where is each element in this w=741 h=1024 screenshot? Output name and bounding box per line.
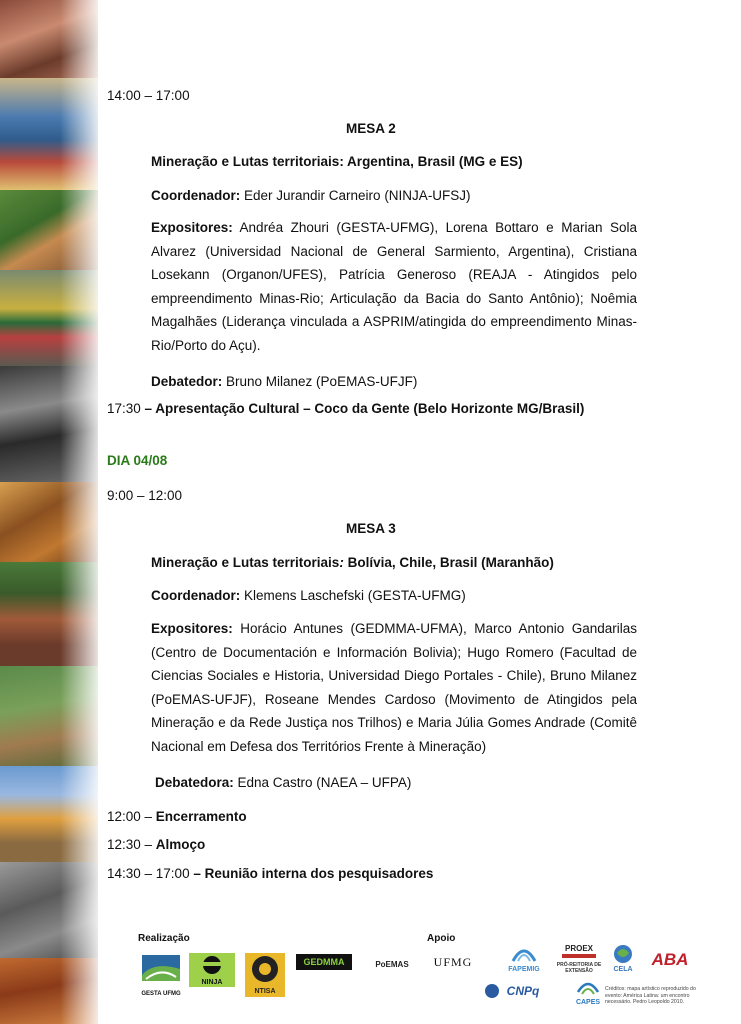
- ninja-logo-text: NINJA: [201, 979, 223, 986]
- coordinator-label: Coordenador:: [151, 588, 241, 603]
- cela-logo: [611, 943, 635, 965]
- ntisa-logo: [245, 953, 285, 997]
- expositores-label: Expositores:: [151, 220, 233, 235]
- debatedor-label: Debatedor:: [151, 374, 223, 389]
- mesa2-expositores: [151, 216, 637, 357]
- mesa3-theme: [151, 555, 554, 571]
- fapemig-logo: [509, 941, 539, 965]
- fapemig-logo-text: FAPEMIG: [508, 966, 540, 973]
- cnpq-icon: [485, 984, 499, 998]
- realizacao-label: Realização: [138, 933, 190, 944]
- closing-item: [107, 837, 205, 853]
- gedmma-logo: [296, 954, 352, 970]
- gesta-logo-text: GESTA UFMG: [141, 991, 181, 997]
- closing-time: 12:30 –: [107, 837, 156, 852]
- coordinator-label: Coordenador:: [151, 188, 241, 203]
- cnpq-logo: CNPq: [506, 984, 540, 998]
- coordinator-value: Eder Jurandir Carneiro (NINJA-UFSJ): [240, 188, 471, 203]
- mesa3-theme-a: Mineração e Lutas territoriais: [151, 555, 340, 570]
- gedmma-logo-text: GEDMMA: [303, 957, 345, 967]
- capes-logo-text: CAPES: [575, 999, 601, 1006]
- proex-bar-icon: [562, 954, 596, 958]
- apoio-label: Apoio: [427, 933, 456, 944]
- poemas-logo: PoEMAS: [375, 960, 409, 969]
- time-mesa2: 14:00 – 17:00: [107, 88, 190, 103]
- aba-logo: ABA: [651, 950, 689, 969]
- mesa2-theme: Mineração e Lutas territoriais: Argentina, Brasil (MG e ES): [151, 154, 523, 169]
- debatedora-label: Debatedora:: [155, 775, 234, 790]
- expositores-value: Andréa Zhouri (GESTA-UFMG), Lorena Bottaro e Marian Sola Alvarez (Universidad Nacional de General Sarmiento, Argentina), Cristiana Losekann (Organon/UFES), Patrícia Generoso (REAJA - Atingidos pelo empreendimento Minas-Rio; Articulação da Bacia do Santo Antônio); Noêmia Magalhães (Liderança vinculada a ASPRIM/atingida do empreendimento Minas-Rio/Porto do Açu).: [151, 220, 637, 353]
- mesa3-theme-b: Bolívia, Chile, Brasil (Maranhão): [343, 555, 554, 570]
- ninja-logo: [189, 953, 235, 987]
- expositores-value: Horácio Antunes (GEDMMA-UFMA), Marco Antonio Gandarilas (Centro de Documentación e Información Bolivia); Hugo Romero (Facultad de Ciencias Sociales e Historia, Universidad Diego Portales - Chile), Bruno Milanez (PoEMAS-UFJF), Roseane Mendes Cardoso (Movimento de Atingidos pela Mineração e da Rede Justiça nos Trilhos) e Maria Júlia Gomes Andrade (Comitê Nacional em Defesa dos Territórios Frente à Mineração): [151, 621, 637, 754]
- debatedor-value: Bruno Milanez (PoEMAS-UFJF): [222, 374, 418, 389]
- closing-title: – Reunião interna dos pesquisadores: [193, 866, 434, 881]
- cultural-title: – Apresentação Cultural – Coco da Gente (Belo Horizonte MG/Brasil): [144, 401, 585, 416]
- mesa3-title: MESA 3: [346, 521, 396, 536]
- mesa2-coordinator: [151, 188, 471, 204]
- closing-item: [107, 866, 433, 882]
- mesa3-expositores: [151, 617, 637, 758]
- mesa3-debatedora: [155, 775, 411, 791]
- day-heading: DIA 04/08: [107, 453, 168, 468]
- cultural-time: 17:30: [107, 401, 145, 416]
- closing-time: 14:30 – 17:00: [107, 866, 194, 881]
- closing-title: Almoço: [155, 837, 206, 852]
- closing-time: 12:00 –: [107, 809, 156, 824]
- cela-logo-text: CELA: [613, 966, 633, 973]
- mesa3-theme-colon: :: [339, 555, 344, 570]
- closing-item: [107, 809, 247, 825]
- capes-logo: [574, 978, 602, 998]
- proex-subtitle: PRÓ-REITORIA DE EXTENSÃO: [556, 962, 602, 974]
- mesa2-title: MESA 2: [346, 121, 396, 136]
- gesta-logo: [142, 955, 180, 989]
- cultural-presentation: [107, 401, 584, 417]
- closing-title: Encerramento: [155, 809, 247, 824]
- coordinator-value: Klemens Laschefski (GESTA-UFMG): [240, 588, 466, 603]
- time-mesa3: 9:00 – 12:00: [107, 488, 183, 503]
- ntisa-logo-text: NTISA: [254, 988, 276, 995]
- proex-logo: PROEX: [564, 944, 593, 953]
- mesa3-coordinator: [151, 588, 466, 604]
- ufmg-logo: UFMG: [433, 955, 473, 969]
- credits-text: Créditos: mapa artístico reproduzido do evento: América Latina: um encontro necessário. Pedro Leopoldo 2010.: [605, 986, 696, 1005]
- mesa2-debatedor: [151, 374, 417, 390]
- expositores-label: Expositores:: [151, 621, 233, 636]
- debatedora-value: Edna Castro (NAEA – UFPA): [233, 775, 412, 790]
